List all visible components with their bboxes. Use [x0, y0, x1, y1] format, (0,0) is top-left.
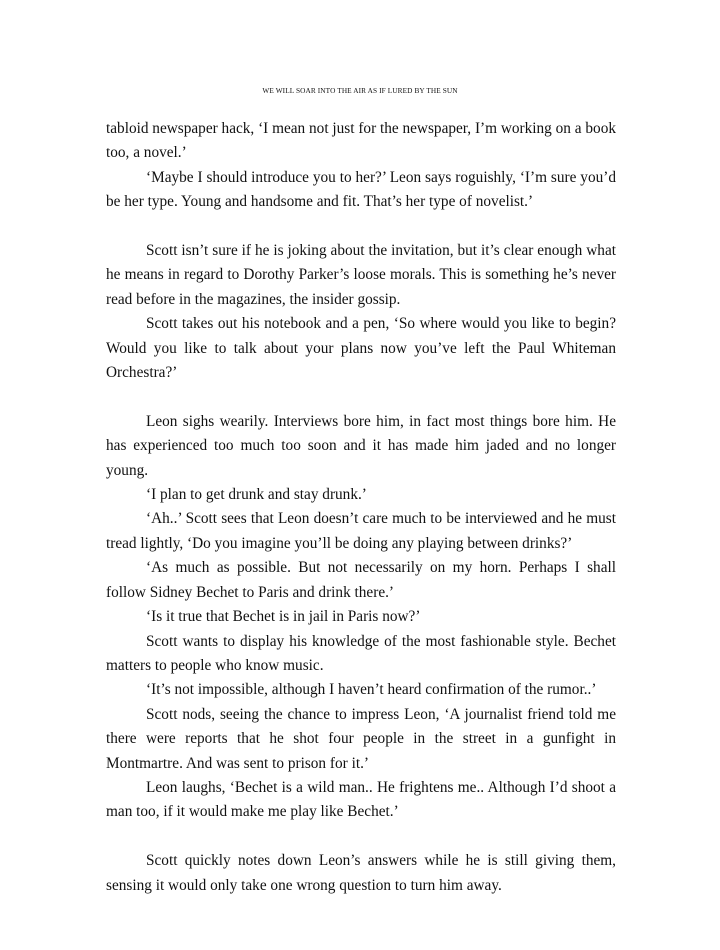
paragraph: ‘I plan to get drunk and stay drunk.’	[146, 486, 367, 504]
paragraph: Scott wants to display his knowledge of the most fashionable style. Bechet matters to people who know music.	[106, 632, 616, 674]
paragraph: ‘It’s not impossible, although I haven’t heard confirmation of the rumor..’	[146, 681, 597, 699]
body-text	[106, 117, 616, 898]
paragraph: Scott nods, seeing the chance to impress Leon, ‘A journalist friend told me there were reports that he shot four people in the street in a gunfight in Montmartre. And was sent to prison for it.’	[106, 705, 616, 772]
running-header: WE WILL SOAR INTO THE AIR AS IF LURED BY THE SUN	[262, 86, 458, 95]
paragraph: ‘Maybe I should introduce you to her?’ Leon says roguishly, ‘I’m sure you’d be her type. Young and handsome and fit. That’s her type of novelist.’	[106, 168, 616, 211]
paragraph: tabloid newspaper hack, ‘I mean not just for the newspaper, I’m working on a book too, a novel.’	[106, 120, 616, 162]
paragraph: ‘Is it true that Bechet is in jail in Paris now?’	[146, 608, 421, 626]
paragraph: Scott isn’t sure if he is joking about the invitation, but it’s clear enough what he means in regard to Dorothy Parker’s loose morals. This is something he’s never read before in the magazines, the insider gossip.	[106, 242, 616, 308]
paragraph: Leon sighs wearily. Interviews bore him, in fact most things bore him. He has experienced too much too soon and it has made him jaded and no longer young.	[106, 412, 616, 479]
paragraph: Leon laughs, ‘Bechet is a wild man.. He frightens me.. Although I’d shoot a man too, if it would make me play like Bechet.’	[106, 778, 616, 821]
paragraph: Scott quickly notes down Leon’s answers while he is still giving them, sensing it would only take one wrong question to turn him away.	[106, 852, 616, 894]
paragraph: ‘Ah..’ Scott sees that Leon doesn’t care much to be interviewed and he must tread lightly, ‘Do you imagine you’ll be doing any playing between drinks?’	[106, 510, 616, 552]
paragraph: ‘As much as possible. But not necessarily on my horn. Perhaps I shall follow Sidney Bechet to Paris and drink there.’	[106, 559, 616, 601]
paragraph: Scott takes out his notebook and a pen, ‘So where would you like to begin? Would you like to talk about your plans now you’ve left the Paul Whiteman Orchestra?’	[106, 315, 616, 382]
